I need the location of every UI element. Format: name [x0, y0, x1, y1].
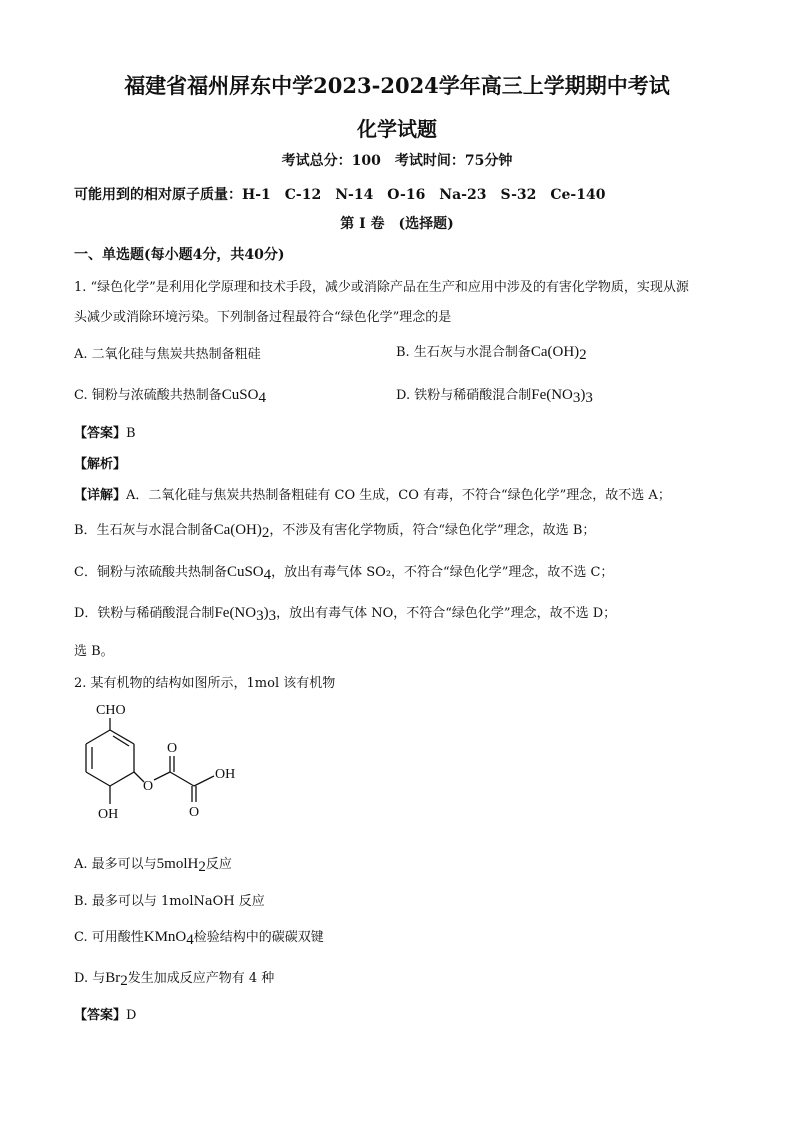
- q1-option-a: A. 二氧化硅与焦炭共热制备粗硅: [74, 347, 261, 362]
- label-oh-bottom: OH: [98, 807, 119, 822]
- q1-stem-line2: 头减少或消除环境污染。下列制备过程最符合“绿色化学”理念的是: [74, 310, 452, 325]
- label-cho: CHO: [96, 703, 126, 718]
- q1-detail-a: 【详解】A．二氧化硅与焦炭共热制备粗硅有 CO 生成，CO 有毒，不符合“绿色化学”理念，故不选 A；: [74, 488, 671, 503]
- q1-detail-c: C．铜粉与浓硫酸共热制备CuSO$_4$，放出有毒气体 SO₂，不符合“绿色化学”理念，故不选 C；: [74, 564, 614, 583]
- q1-detail-d: D．铁粉与稀硝酸混合制$Fe(NO_3)_3$，放出有毒气体 NO，不符合“绿色化学”理念，故不选 D；: [74, 605, 617, 624]
- q1-option-d: D. 铁粉与稀硝酸混合制$Fe(NO_3)_3$: [396, 387, 593, 406]
- q2-stem: 2. 某有机物的结构如图所示，1mol 该有机物: [74, 676, 336, 691]
- section-heading: 一、单选题(每小题4分，共40分): [74, 247, 285, 263]
- q2-option-d: D. 与$Br_2$发生加成反应产物有 4 种: [74, 970, 275, 989]
- label-o-top: O: [167, 741, 178, 756]
- q2-structure-diagram: [74, 700, 274, 840]
- q1-option-c: C. 铜粉与浓硫酸共热制备CuSO$_4$: [74, 387, 266, 406]
- q2-option-c: C. 可用酸性KMnO$_4$检验结构中的碳碳双键: [74, 929, 324, 948]
- exam-info: 考试总分：100 考试时间：75分钟: [281, 153, 513, 169]
- q1-analysis-label: 【解析】: [74, 457, 127, 472]
- atomic-masses: 可能用到的相对原子质量：H-1 C-12 N-14 O-16 Na-23 S-32 Ce-140: [74, 187, 606, 203]
- page-title: 福建省福州屏东中学2023-2024学年高三上学期期中考试: [124, 73, 670, 98]
- section-label: 第 I 卷 (选择题): [340, 216, 454, 232]
- label-oh-right: OH: [215, 767, 236, 782]
- page-subtitle: 化学试题: [357, 117, 437, 141]
- q2-option-a: A. 最多可以与5molH$_2$反应: [74, 856, 232, 875]
- q1-detail-b: B．生石灰与水混合制备$Ca(OH)_2$，不涉及有害化学物质，符合“绿色化学”理念，故选 B；: [74, 522, 596, 541]
- q1-answer: 【答案】B: [74, 426, 136, 441]
- q1-option-b: B. 生石灰与水混合制备$Ca(OH)_2$: [396, 344, 587, 363]
- label-o-bottom: O: [189, 805, 200, 820]
- q2-answer: 【答案】D: [74, 1008, 137, 1023]
- label-o-ester: O: [143, 779, 154, 794]
- q1-stem-line1: 1. “绿色化学”是利用化学原理和技术手段，减少或消除产品在生产和应用中涉及的有害化学物质，实现从源: [74, 280, 689, 295]
- q1-conclusion: 选 B。: [74, 644, 114, 659]
- q2-option-b: B. 最多可以与 1molNaOH 反应: [74, 894, 265, 909]
